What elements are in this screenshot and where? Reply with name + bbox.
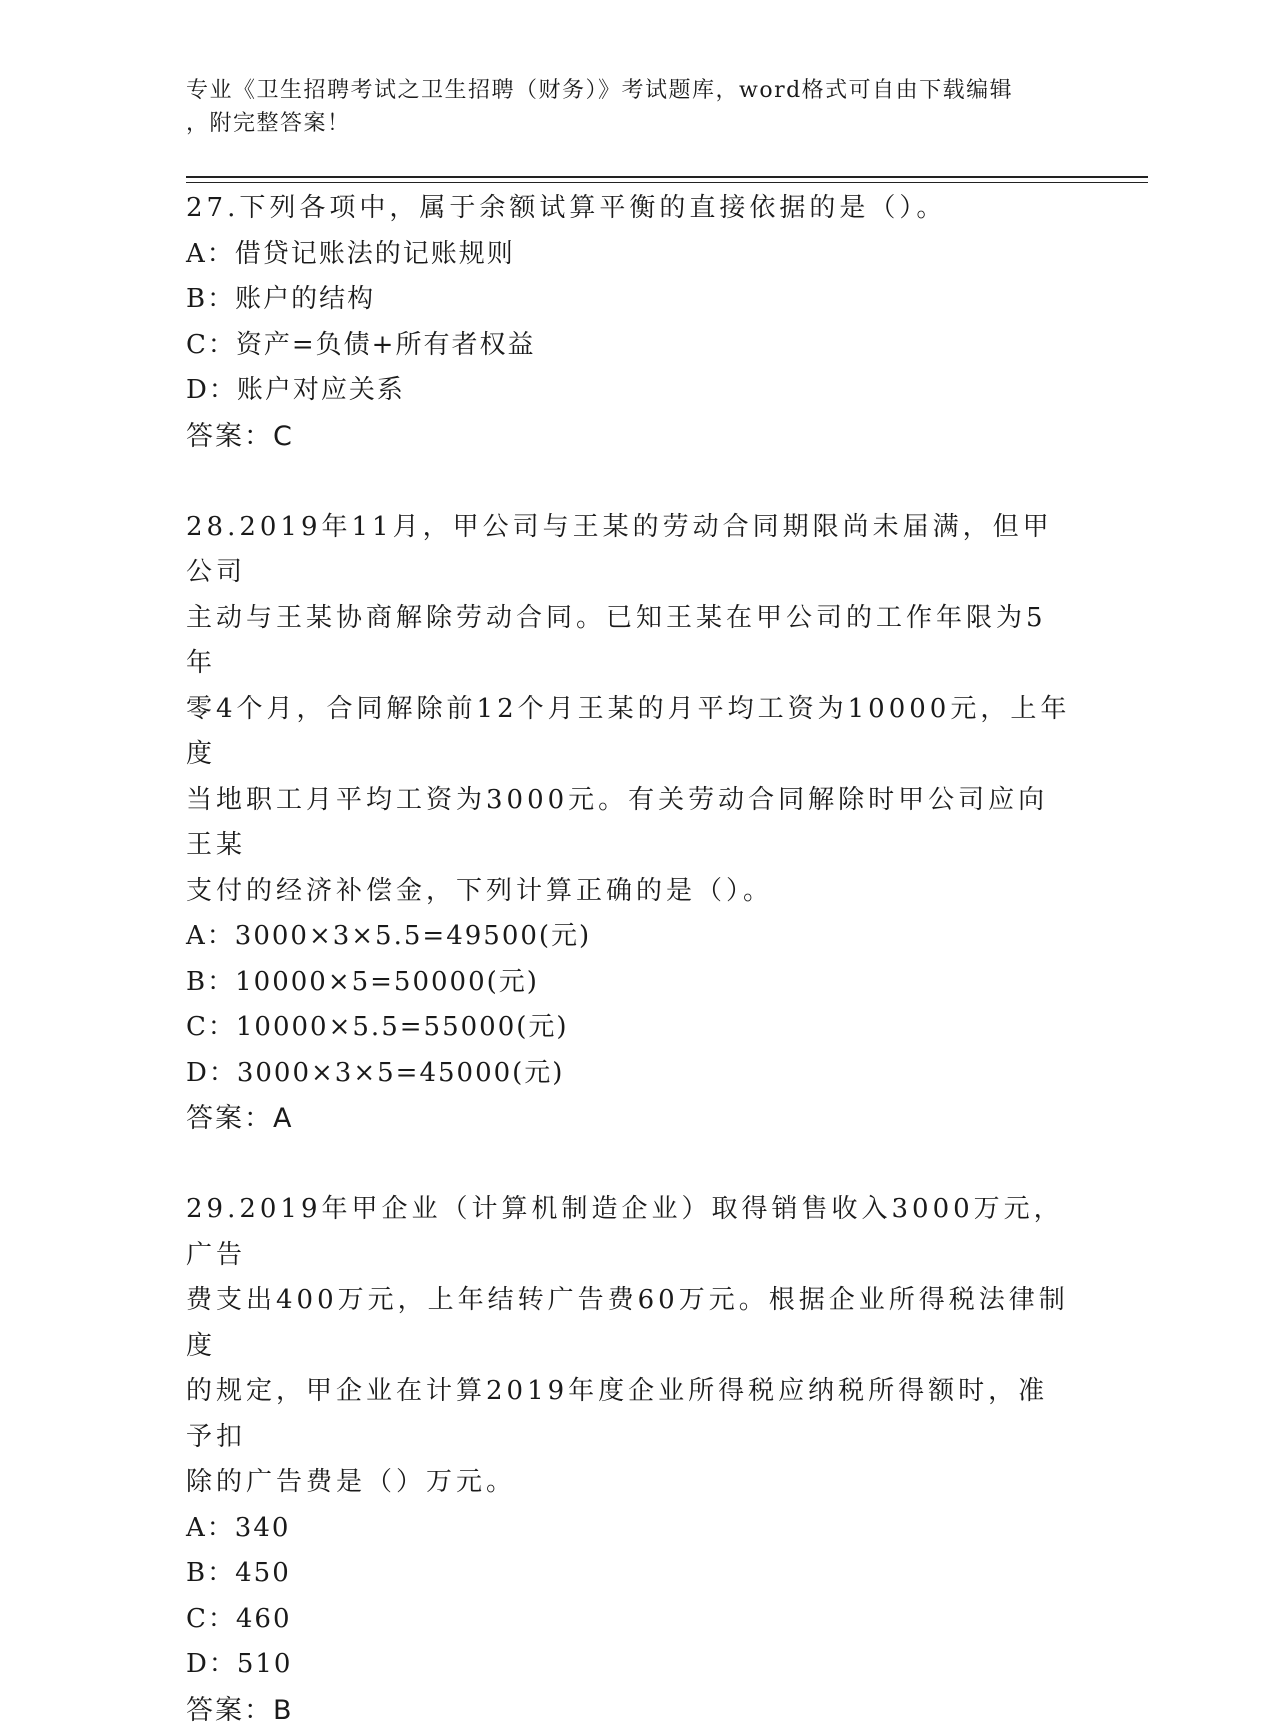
header-line-2: ，附完整答案！ bbox=[186, 107, 1066, 140]
option-b: B：450 bbox=[186, 1551, 1076, 1597]
header-line-1: 专业《卫生招聘考试之卫生招聘（财务）》考试题库，word格式可自由下载编辑 bbox=[186, 74, 1066, 107]
option-d: D：3000×3×5=45000(元) bbox=[186, 1051, 1076, 1097]
question-spacer bbox=[186, 459, 1076, 505]
header-rule-thick bbox=[186, 176, 1148, 178]
option-c: C：10000×5.5=55000(元) bbox=[186, 1005, 1076, 1051]
document-header bbox=[186, 74, 1066, 140]
question-29 bbox=[186, 1187, 1076, 1733]
question-stem-line: 29.2019年甲企业（计算机制造企业）取得销售收入3000万元，广告 bbox=[186, 1187, 1076, 1278]
answer-line: 答案：C bbox=[186, 414, 1076, 460]
question-stem-line: 支付的经济补偿金，下列计算正确的是（）。 bbox=[186, 869, 1076, 915]
answer-line: 答案：A bbox=[186, 1096, 1076, 1142]
question-stem-line: 费支出400万元，上年结转广告费60万元。根据企业所得税法律制度 bbox=[186, 1278, 1076, 1369]
question-28 bbox=[186, 505, 1076, 1142]
question-list bbox=[186, 186, 1076, 1733]
option-b: B：账户的结构 bbox=[186, 277, 1076, 323]
option-a: A：340 bbox=[186, 1506, 1076, 1552]
question-stem-line: 零4个月，合同解除前12个月王某的月平均工资为10000元，上年度 bbox=[186, 687, 1076, 778]
option-d: D：账户对应关系 bbox=[186, 368, 1076, 414]
question-stem-line: 的规定，甲企业在计算2019年度企业所得税应纳税所得额时，准予扣 bbox=[186, 1369, 1076, 1460]
option-b: B：10000×5=50000(元) bbox=[186, 960, 1076, 1006]
option-a: A：3000×3×5.5=49500(元) bbox=[186, 914, 1076, 960]
option-d: D：510 bbox=[186, 1642, 1076, 1688]
question-stem-line: 当地职工月平均工资为3000元。有关劳动合同解除时甲公司应向王某 bbox=[186, 778, 1076, 869]
question-spacer bbox=[186, 1142, 1076, 1188]
question-27 bbox=[186, 186, 1076, 459]
question-stem-line: 28.2019年11月，甲公司与王某的劳动合同期限尚未届满，但甲公司 bbox=[186, 505, 1076, 596]
option-c: C：460 bbox=[186, 1597, 1076, 1643]
header-rule-thin bbox=[186, 182, 1148, 183]
question-stem-line: 27.下列各项中，属于余额试算平衡的直接依据的是（）。 bbox=[186, 186, 1076, 232]
answer-line: 答案：B bbox=[186, 1688, 1076, 1733]
option-c: C：资产=负债+所有者权益 bbox=[186, 323, 1076, 369]
question-stem-line: 除的广告费是（）万元。 bbox=[186, 1460, 1076, 1506]
option-a: A：借贷记账法的记账规则 bbox=[186, 232, 1076, 278]
question-stem-line: 主动与王某协商解除劳动合同。已知王某在甲公司的工作年限为5年 bbox=[186, 596, 1076, 687]
